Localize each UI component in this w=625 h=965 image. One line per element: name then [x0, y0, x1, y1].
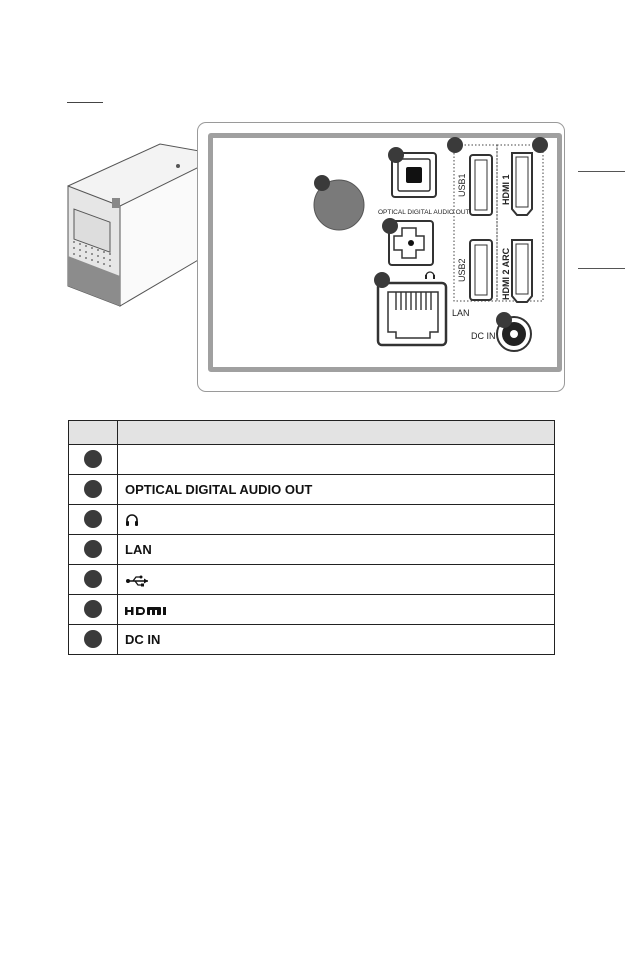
usb-icon: [125, 575, 151, 587]
table-header-row: [69, 421, 555, 445]
table-cell: OPTICAL DIGITAL AUDIO OUT: [118, 475, 555, 505]
callout-badge-2: [388, 147, 404, 163]
table-header-cell: [118, 421, 555, 445]
hdmi-logo: [125, 606, 169, 616]
svg-text:HDMI 1: HDMI 1: [501, 174, 511, 205]
hdmi-arc-label: HDMI 2 ARC: [501, 247, 511, 300]
table-cell: LAN: [118, 535, 555, 565]
lan-label: LAN: [452, 308, 470, 318]
table-header-cell: [69, 421, 118, 445]
circle-badge-icon: [84, 630, 102, 648]
callout-badge-6: [532, 137, 548, 153]
table-cell: [118, 445, 555, 475]
table-row: [69, 535, 555, 565]
table-row: [69, 625, 555, 655]
port-diagram: [0, 0, 625, 400]
circle-badge-icon: [84, 570, 102, 588]
table-row: [69, 475, 555, 505]
circle-badge-icon: [84, 450, 102, 468]
port-table: [68, 420, 555, 655]
callout-badge-1: [314, 175, 330, 191]
circle-badge-icon: [84, 480, 102, 498]
table-row: [69, 595, 555, 625]
table-row: [69, 565, 555, 595]
optical-label: OPTICAL DIGITAL AUDIO OUT: [378, 209, 470, 216]
circle-badge-icon: [84, 600, 102, 618]
circle-badge-icon: [84, 510, 102, 528]
table-cell: DC IN: [118, 625, 555, 655]
callout-badge-5: [447, 137, 463, 153]
callout-badge-4: [374, 272, 390, 288]
callout-badge-7: [496, 312, 512, 328]
table-row: [69, 445, 555, 475]
table-row: [69, 505, 555, 535]
usb1-label: USB1: [457, 173, 467, 197]
circle-badge-icon: [84, 540, 102, 558]
dc-in-label: DC IN: [471, 331, 496, 341]
usb2-label: USB2: [457, 258, 467, 282]
headphone-icon: [125, 513, 139, 527]
callout-badge-3: [382, 218, 398, 234]
